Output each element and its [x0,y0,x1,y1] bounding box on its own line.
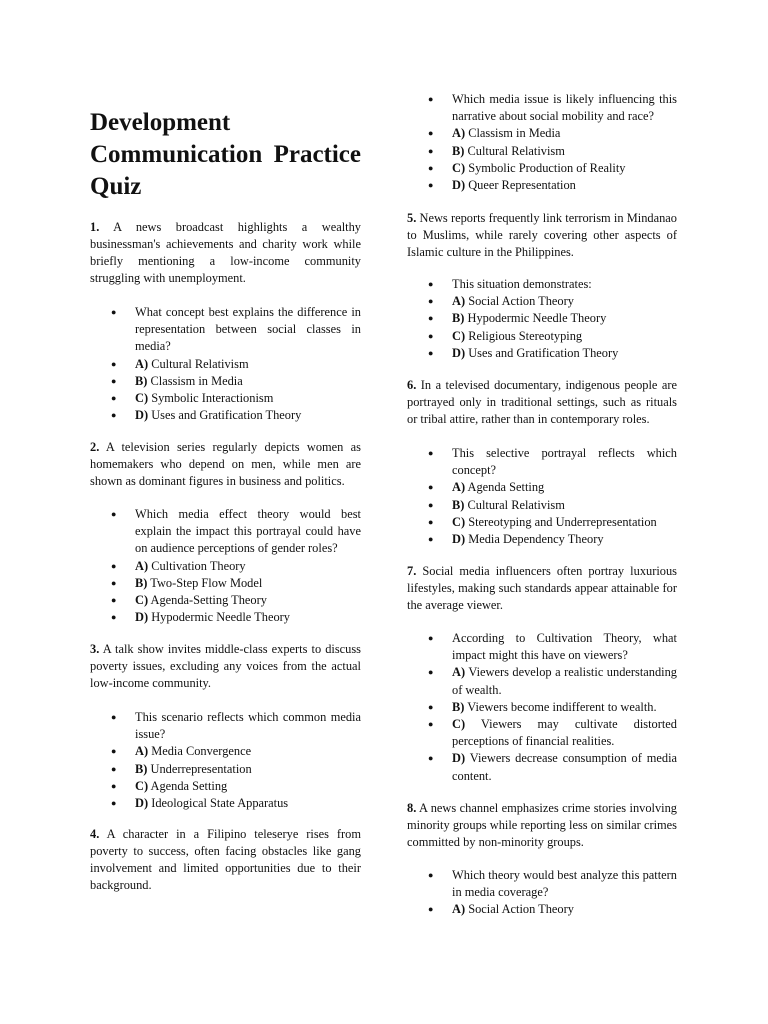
question-prompt [90,304,361,356]
option-text: Symbolic Interactionism [151,391,274,406]
option-text: Media Dependency Theory [468,532,604,547]
question-number: 8. [407,801,417,815]
option-letter: D) [452,178,466,193]
question-text: A television series regularly depicts women as homemakers who depend on men, while men are shown as dominant figures in business and politics. [90,440,361,488]
answer-option [407,479,677,496]
option-text: Agenda Setting [467,480,545,495]
question-prompt [407,276,677,293]
bullet-icon: ● [428,870,434,880]
bullet-icon: ● [428,753,434,764]
question-number: 4. [90,827,100,841]
answer-option [407,901,677,918]
bullet-icon: ● [428,128,434,139]
option-letter: A) [452,126,466,141]
question-prompt [90,709,361,743]
bullet-icon: ● [111,746,117,757]
title-line: Development [90,109,231,136]
prompt-text: Which media issue is likely influencing this narrative about social mobility and race? [452,92,677,124]
question-1 [90,219,361,287]
answer-option [407,293,677,310]
answer-option [407,160,677,177]
bullet-icon: ● [428,499,434,510]
prompt-text: This scenario reflects which common media issue? [135,710,361,742]
question-7-options [407,630,677,785]
option-text: Queer Representation [468,178,576,193]
bullet-icon: ● [111,763,117,774]
bullet-icon: ● [111,577,117,588]
answer-option [90,743,361,760]
bullet-icon: ● [428,296,434,307]
option-letter: C) [452,328,466,343]
option-text: Classism in Media [468,126,561,141]
answer-option [407,177,677,194]
option-letter: A) [452,294,466,309]
answer-option [90,778,361,795]
option-letter: B) [135,761,148,776]
option-letter: B) [452,699,465,714]
answer-option [407,143,677,160]
option-text: Hypodermic Needle Theory [151,610,290,625]
bullet-icon: ● [428,313,434,324]
option-letter: D) [135,610,149,625]
option-letter: C) [452,717,466,732]
bullet-icon: ● [111,393,117,404]
prompt-text: This selective portrayal reflects which concept? [452,446,677,478]
question-4 [90,826,361,894]
bullet-icon: ● [428,534,434,545]
bullet-icon: ● [111,509,117,519]
bullet-icon: ● [111,358,117,369]
question-8 [407,800,677,851]
option-letter: A) [135,744,149,759]
bullet-icon: ● [428,279,434,289]
answer-option [407,664,677,698]
question-prompt [407,630,677,664]
option-letter: A) [452,902,466,917]
question-prompt [407,91,677,125]
bullet-icon: ● [428,701,434,712]
prompt-text: This situation demonstrates: [452,277,592,291]
question-6 [407,377,677,428]
question-8-options [407,867,677,919]
option-text: Agenda-Setting Theory [150,593,267,608]
option-letter: A) [452,665,466,680]
question-number: 5. [407,211,417,225]
option-letter: D) [452,751,466,766]
question-text: A news channel emphasizes crime stories involving minority groups while reporting less on similar crimes committed by non-minority groups. [407,801,677,849]
option-text: Social Action Theory [468,902,574,917]
question-3 [90,641,361,692]
option-letter: B) [452,143,465,158]
answer-option [407,716,677,750]
question-text: News reports frequently link terrorism in Mindanao to Muslims, while rarely covering other aspects of Islamic culture in the Philippines. [407,211,677,259]
answer-option [90,575,361,592]
bullet-icon: ● [111,307,117,317]
question-text: A news broadcast highlights a wealthy businessman's achievements and charity work while briefly mentioning a low-income community struggling with unemployment. [90,220,361,285]
option-letter: C) [135,593,149,608]
question-4-options [407,91,677,194]
option-letter: D) [135,796,149,811]
bullet-icon: ● [111,612,117,623]
bullet-icon: ● [111,595,117,606]
bullet-icon: ● [428,180,434,191]
bullet-icon: ● [111,375,117,386]
bullet-icon: ● [428,482,434,493]
option-text: Uses and Gratification Theory [468,345,619,360]
bullet-icon: ● [428,667,434,678]
bullet-icon: ● [428,347,434,358]
bullet-icon: ● [111,798,117,809]
option-text: Ideological State Apparatus [151,796,289,811]
option-text: Viewers decrease consumption of media content. [452,751,678,783]
prompt-text: What concept best explains the difference in representation between social classes in media? [135,305,361,354]
question-number: 6. [407,378,417,392]
option-letter: D) [452,532,466,547]
option-text: Hypodermic Needle Theory [467,311,607,326]
option-letter: C) [135,391,149,406]
bullet-icon: ● [428,94,434,104]
option-letter: C) [452,514,466,529]
option-letter: A) [135,558,149,573]
prompt-text: Which media effect theory would best explain the impact this portrayal could have on audience perceptions of gender roles? [135,507,361,556]
question-2-options [90,506,361,626]
option-text: Two-Step Flow Model [150,575,263,590]
option-letter: D) [452,345,466,360]
option-letter: D) [135,408,149,423]
answer-option [407,328,677,345]
option-letter: A) [452,480,466,495]
prompt-text: According to Cultivation Theory, what impact might this have on viewers? [452,631,677,663]
option-text: Viewers become indifferent to wealth. [467,699,657,714]
option-letter: B) [135,575,148,590]
question-prompt [407,867,677,901]
question-number: 1. [90,220,100,234]
bullet-icon: ● [428,448,434,458]
question-2 [90,439,361,490]
bullet-icon: ● [428,633,434,643]
option-text: Cultural Relativism [467,143,565,158]
bullet-icon: ● [428,516,434,527]
answer-option [407,310,677,327]
answer-option [90,356,361,373]
option-text: Classism in Media [150,373,243,388]
answer-option [407,514,677,531]
option-text: Social Action Theory [468,294,574,309]
option-text: Cultivation Theory [151,558,246,573]
bullet-icon: ● [428,719,434,730]
answer-option [407,125,677,142]
prompt-text: Which theory would best analyze this pattern in media coverage? [452,868,677,900]
option-text: Media Convergence [151,744,252,759]
option-text: Cultural Relativism [467,497,565,512]
option-text: Stereotyping and Underrepresentation [468,514,657,529]
answer-option [407,497,677,514]
option-text: Agenda Setting [150,778,228,793]
answer-option [407,531,677,548]
answer-option [90,373,361,390]
question-6-options [407,445,677,548]
question-number: 2. [90,440,100,454]
question-number: 3. [90,642,100,656]
answer-option [90,795,361,812]
answer-option [90,592,361,609]
answer-option [407,699,677,716]
answer-option [90,390,361,407]
question-5-options [407,276,677,362]
bullet-icon: ● [428,904,434,915]
question-text: A talk show invites middle-class experts to discuss poverty issues, excluding any voices from the actual low-income community. [90,642,361,690]
question-3-options [90,709,361,812]
option-text: Symbolic Production of Reality [468,160,626,175]
answer-option [407,345,677,362]
answer-option [90,558,361,575]
bullet-icon: ● [428,330,434,341]
option-text: Religious Stereotyping [468,328,583,343]
question-1-options [90,304,361,424]
option-text: Viewers may cultivate distorted perceptions of financial realities. [452,717,678,749]
option-letter: B) [135,373,148,388]
bullet-icon: ● [111,780,117,791]
document-title [90,107,361,203]
bullet-icon: ● [111,560,117,571]
option-letter: B) [452,497,465,512]
answer-option [90,609,361,626]
bullet-icon: ● [428,145,434,156]
question-7 [407,563,677,614]
question-number: 7. [407,564,417,578]
option-letter: B) [452,311,465,326]
option-letter: C) [135,778,149,793]
option-text: Cultural Relativism [151,356,249,371]
question-text: A character in a Filipino teleserye rises from poverty to success, often facing obstacles like gang involvement and limited opportunities due to their background. [90,827,361,892]
answer-option [90,407,361,424]
option-text: Uses and Gratification Theory [151,408,302,423]
answer-option [90,761,361,778]
title-line: Quiz [90,173,142,200]
option-letter: C) [452,160,466,175]
option-text: Underrepresentation [150,761,252,776]
question-text: In a televised documentary, indigenous people are portrayed only in traditional settings, such as rituals or tribal attire, rather than in contemporary roles. [407,378,677,426]
question-5 [407,210,677,261]
answer-option [407,750,677,784]
title-line: Communication Practice [90,141,361,168]
option-text: Viewers develop a realistic understanding of wealth. [452,665,678,697]
question-prompt [407,445,677,479]
bullet-icon: ● [111,410,117,421]
question-prompt [90,506,361,558]
bullet-icon: ● [111,712,117,722]
bullet-icon: ● [428,162,434,173]
option-letter: A) [135,356,149,371]
question-text: Social media influencers often portray luxurious lifestyles, making such standards appear attainable for the average viewer. [407,564,677,612]
